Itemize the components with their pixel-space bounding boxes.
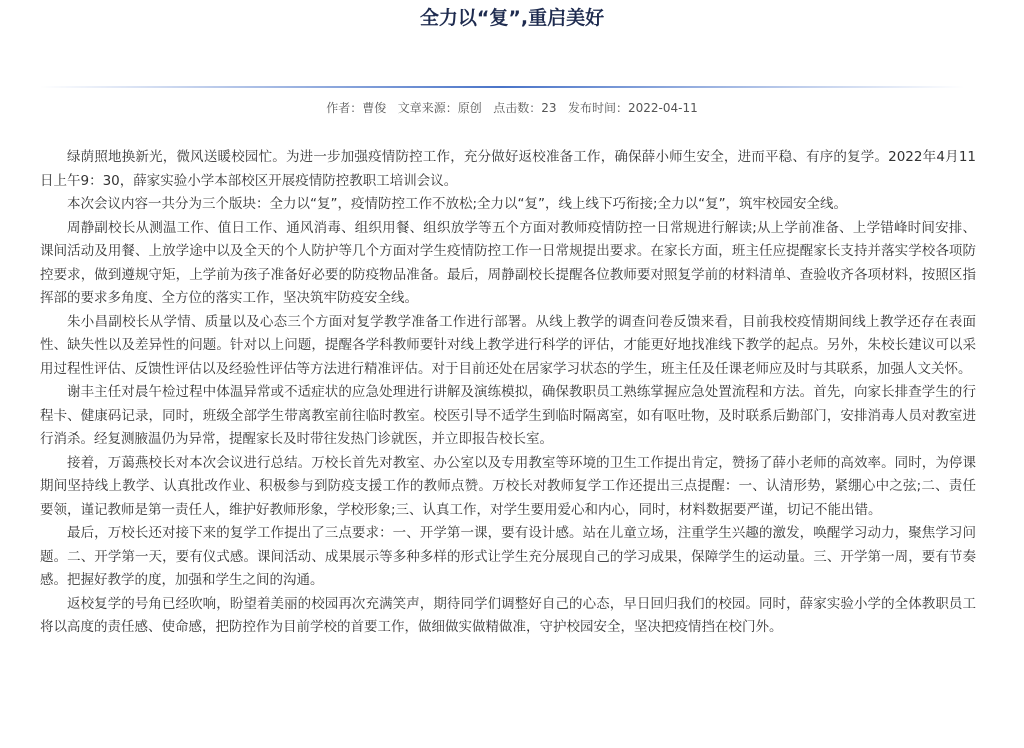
clicks-value: 23 — [541, 101, 557, 115]
author-label: 作者： — [326, 101, 363, 115]
date-label: 发布时间： — [567, 101, 628, 115]
article-body — [40, 146, 976, 640]
source-label: 文章来源： — [397, 101, 458, 115]
author-value: 曹俊 — [362, 101, 387, 115]
source-value: 原创 — [457, 101, 482, 115]
clicks-label: 点击数： — [493, 101, 542, 115]
paragraph: 返校复学的号角已经吹响，盼望着美丽的校园再次充满笑声，期待同学们调整好自己的心态，早日回归我们的校园。同时，薛家实验小学的全体教职员工将以高度的责任感、使命感，把防控作为目前学校的首要工作，做细做实做精做准，守护校园安全，坚决把疫情挡在校门外。 — [40, 595, 976, 635]
paragraph: 谢丰主任对晨午检过程中体温异常或不适症状的应急处理进行讲解及演练模拟，确保教职员工熟练掌握应急处置流程和方法。首先，向家长排查学生的行程卡、健康码记录，同时，班级全部学生带离教室前往临时教室。校医引导不适学生到临时隔离室，如有呕吐物，及时联系后勤部门，安排消毒人员对教室进行消杀。经复测腋温仍为异常，提醒家长及时带往发热门诊就医，并立即报告校长室。 — [40, 384, 976, 447]
article-title: 全力以“复”,重启美好 — [419, 7, 605, 29]
paragraph: 接着，万蔼燕校长对本次会议进行总结。万校长首先对教室、办公室以及专用教室等环境的卫生工作提出肯定，赞扬了薛小老师的高效率。同时，为停课期间坚持线上教学、认真批改作业、积极参与到防疫支援工作的教师点赞。万校长对教师复学工作还提出三点提醒：一、认清形势，紧绷心中之弦;二、责任要领，谨记教师是第一责任人，维护好教师形象，学校形象;三、认真工作，对学生要用爱心和内心，同时，材料数据要严谨，切记不能出错。 — [40, 454, 976, 518]
paragraph: 绿荫照地换新光，微风送暖校园忙。为进一步加强疫情防控工作，充分做好返校准备工作，确保薛小师生安全，进而平稳、有序的复学。2022年4月11日上午9：30，薛家实验小学本部校区开展疫情防控教职工培训会议。 — [40, 149, 976, 189]
paragraph: 最后，万校长还对接下来的复学工作提出了三点要求：一、开学第一课，要有设计感。站在儿童立场，注重学生兴趣的激发，唤醒学习动力，聚焦学习问题。二、开学第一天，要有仪式感。课间活动、成果展示等多种多样的形式让学生充分展现自己的学习成果，保障学生的运动量。三、开学第一周，要有节奏感。把握好教学的度，加强和学生之间的沟通。 — [40, 525, 976, 588]
date-value: 2022-04-11 — [627, 101, 698, 115]
article-meta — [0, 99, 1024, 117]
paragraph: 本次会议内容一共分为三个版块：全力以“复”，疫情防控工作不放松;全力以“复”，线上线下巧衔接;全力以“复”，筑牢校园安全线。 — [67, 196, 848, 212]
paragraph: 朱小昌副校长从学情、质量以及心态三个方面对复学教学准备工作进行部署。从线上教学的调查问卷反馈来看，目前我校疫情期间线上教学还存在表面性、缺失性以及差异性的问题。针对以上问题，提醒各学科教师要针对线上教学进行科学的评估，才能更好地找准线下教学的起点。另外，朱校长建议可以采用过程性评估、反馈性评估以及经验性评估等方法进行精准评估。对于目前还处在居家学习状态的学生，班主任及任课老师应及时与其联系，加强人文关怀。 — [40, 313, 976, 377]
title-divider — [40, 86, 964, 88]
paragraph: 周静副校长从测温工作、值日工作、通风消毒、组织用餐、组织放学等五个方面对教师疫情防控一日常规进行解读;从上学前准备、上学错峰时间安排、课间活动及用餐、上放学途中以及全天的个人防护等几个方面对学生疫情防控工作一日常规提出要求。在家长方面，班主任应提醒家长支持并落实学校各项防控要求，做到遵规守矩，上学前为孩子准备好必要的防疫物品准备。最后，周静副校长提醒各位教师要对照复学前的材料清单、查验收齐各项材料，按照区指挥部的要求多角度、全方位的落实工作，坚决筑牢防疫安全线。 — [40, 219, 976, 306]
